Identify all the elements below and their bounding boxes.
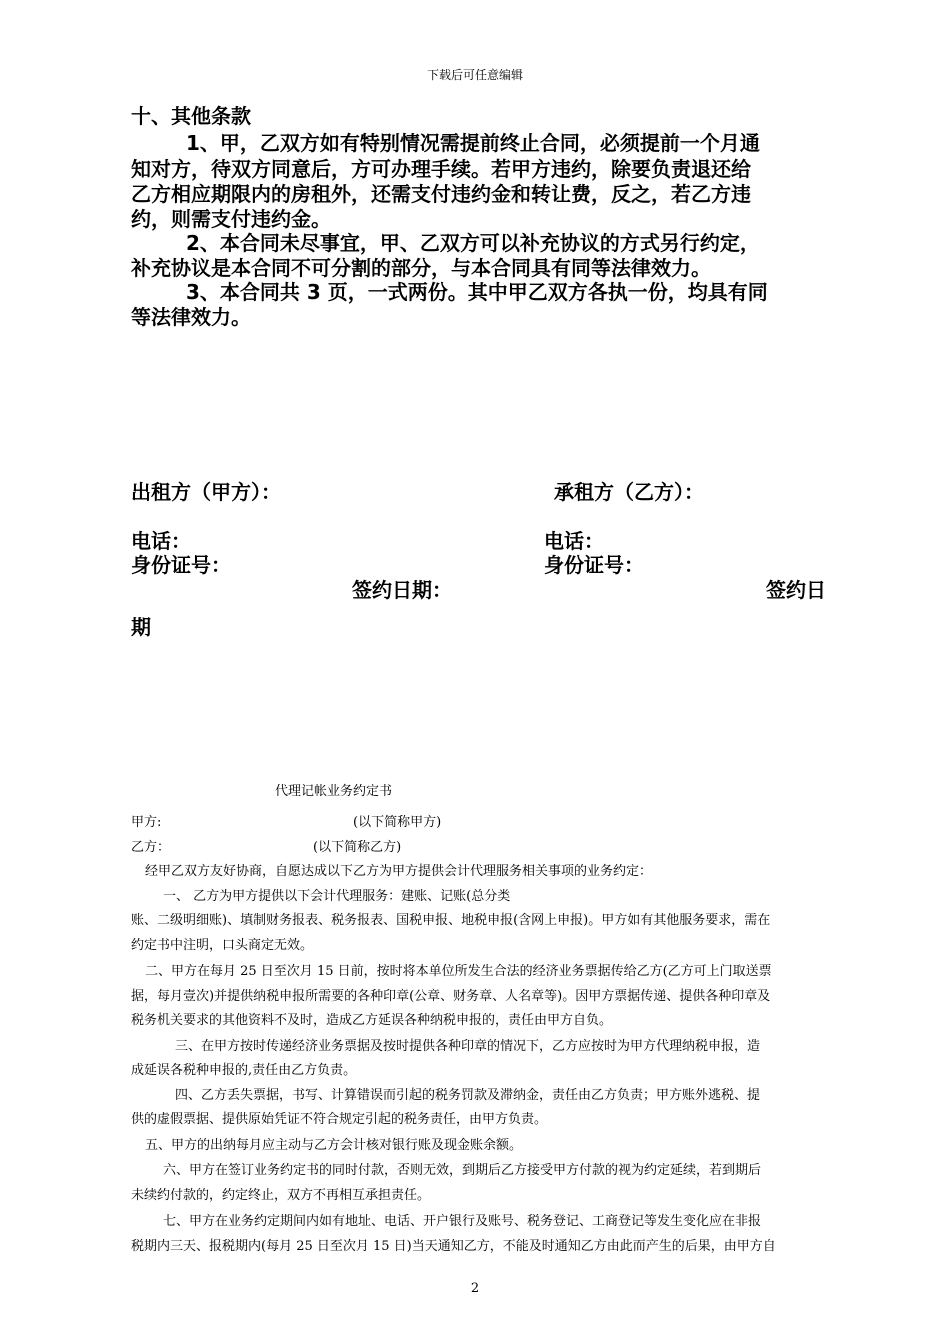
agreement-clause-1-line-2: 账、二级明细账)、填制财务报表、税务报表、国税申报、地税申报(含网上申报)。甲方如有其他服务要求，需在 [131,913,771,928]
clause-2-line-1: 2、本合同未尽事宜，甲、乙双方可以补充协议的方式另行约定， [186,231,760,255]
agreement-clause-3-line-1: 三、在甲方按时传递经济业务票据及按时提供各种印章的情况下，乙方应按时为甲方代理纳税申报，造 [175,1039,761,1054]
lessor-label: 出租方（甲方）： [131,480,281,504]
page-number: 2 [470,1281,480,1296]
clause-1-line-1: 1、甲，乙双方如有特别情况需提前终止合同，必须提前一个月通 [186,131,760,155]
sign-date-left-label: 签约日期： [352,578,452,602]
page-header: 下载后可任意编辑 [426,68,523,82]
agreement-clause-2-line-3: 税务机关要求的其他资料不及时，造成乙方延误各种纳税申报的，责任由甲方自负。 [131,1013,613,1028]
agreement-clause-6-line-1: 六、甲方在签订业务约定书的同时付款，否则无效，到期后乙方接受甲方付款的视为约定延续，若到期后 [163,1163,762,1178]
sign-date-right-wrap: 期 [131,615,151,639]
clause-1-line-3: 乙方相应期限内的房租外，还需支付违约金和转让费，反之，若乙方违 [131,182,751,206]
agreement-clause-2-line-1: 二、甲方在每月 25 日至次月 15 日前，按时将本单位所发生合法的经济业务票据传给乙方(乙方可上门取送票 [145,964,772,979]
sign-date-right-label: 签约日 [766,578,826,602]
lessee-label: 承租方（乙方）： [554,480,704,504]
party-b-note: (以下简称乙方) [313,840,402,855]
party-a-note: (以下简称甲方) [353,815,442,830]
agreement-clause-3-line-2: 成延误各税种申报的,责任由乙方负责。 [131,1063,357,1078]
clause-2-line-2: 补充协议是本合同不可分割的部分，与本合同具有同等法律效力。 [131,256,711,280]
agreement-clause-1-line-1: 一、 乙方为甲方提供以下会计代理服务：建账、记账(总分类 [163,889,511,904]
agreement-clause-5-line-1: 五、甲方的出纳每月应主动与乙方会计核对银行账及现金账余额。 [145,1138,523,1153]
party-b-label: 乙方： [131,840,171,855]
clause-1-line-2: 知对方，待双方同意后，方可办理手续。若甲方违约，除要负责退还给 [131,157,751,181]
id-left-label: 身份证号： [131,553,231,577]
agreement-clause-7-line-1: 七、甲方在业务约定期间内如有地址、电话、开户银行及账号、税务登记、工商登记等发生变化应在非报 [163,1214,762,1229]
phone-left-label: 电话： [131,529,191,553]
phone-right-label: 电话： [544,529,604,553]
agreement-clause-2-line-2: 据，每月壹次)并提供纳税申报所需要的各种印章(公章、财务章、人名章等)。因甲方票据传递、提供各种印章及 [131,989,771,1004]
agreement-clause-6-line-2: 未续约付款的，约定终止，双方不再相互承担责任。 [131,1188,431,1203]
agreement-clause-7-line-2: 税期内三天、报税期内(每月 25 日至次月 15 日)当天通知乙方，不能及时通知乙方由此而产生的后果，由甲方自 [131,1239,776,1254]
party-a-label: 甲方: [131,815,162,830]
clause-3-line-1: 3、本合同共 3 页，一式两份。其中甲乙双方各执一份，均具有同 [186,280,768,304]
clause-1-line-4: 约，则需支付违约金。 [131,207,331,231]
id-right-label: 身份证号： [544,553,644,577]
agreement-clause-4-line-1: 四、乙方丢失票据，书写、计算错误而引起的税务罚款及滞纳金，责任由乙方负责；甲方账外逃税、提 [175,1088,761,1103]
agreement-clause-1-line-3: 约定书中注明，口头商定无效。 [131,938,314,953]
agreement-title: 代理记帐业务约定书 [275,784,393,799]
section-title: 十、其他条款 [131,104,251,128]
agreement-intro: 经甲乙双方友好协商，自愿达成以下乙方为甲方提供会计代理服务相关事项的业务约定： [145,864,653,879]
clause-3-line-2: 等法律效力。 [131,305,251,329]
agreement-clause-4-line-2: 供的虚假票据、提供原始凭证不符合规定引起的税务责任，由甲方负责。 [131,1112,548,1127]
